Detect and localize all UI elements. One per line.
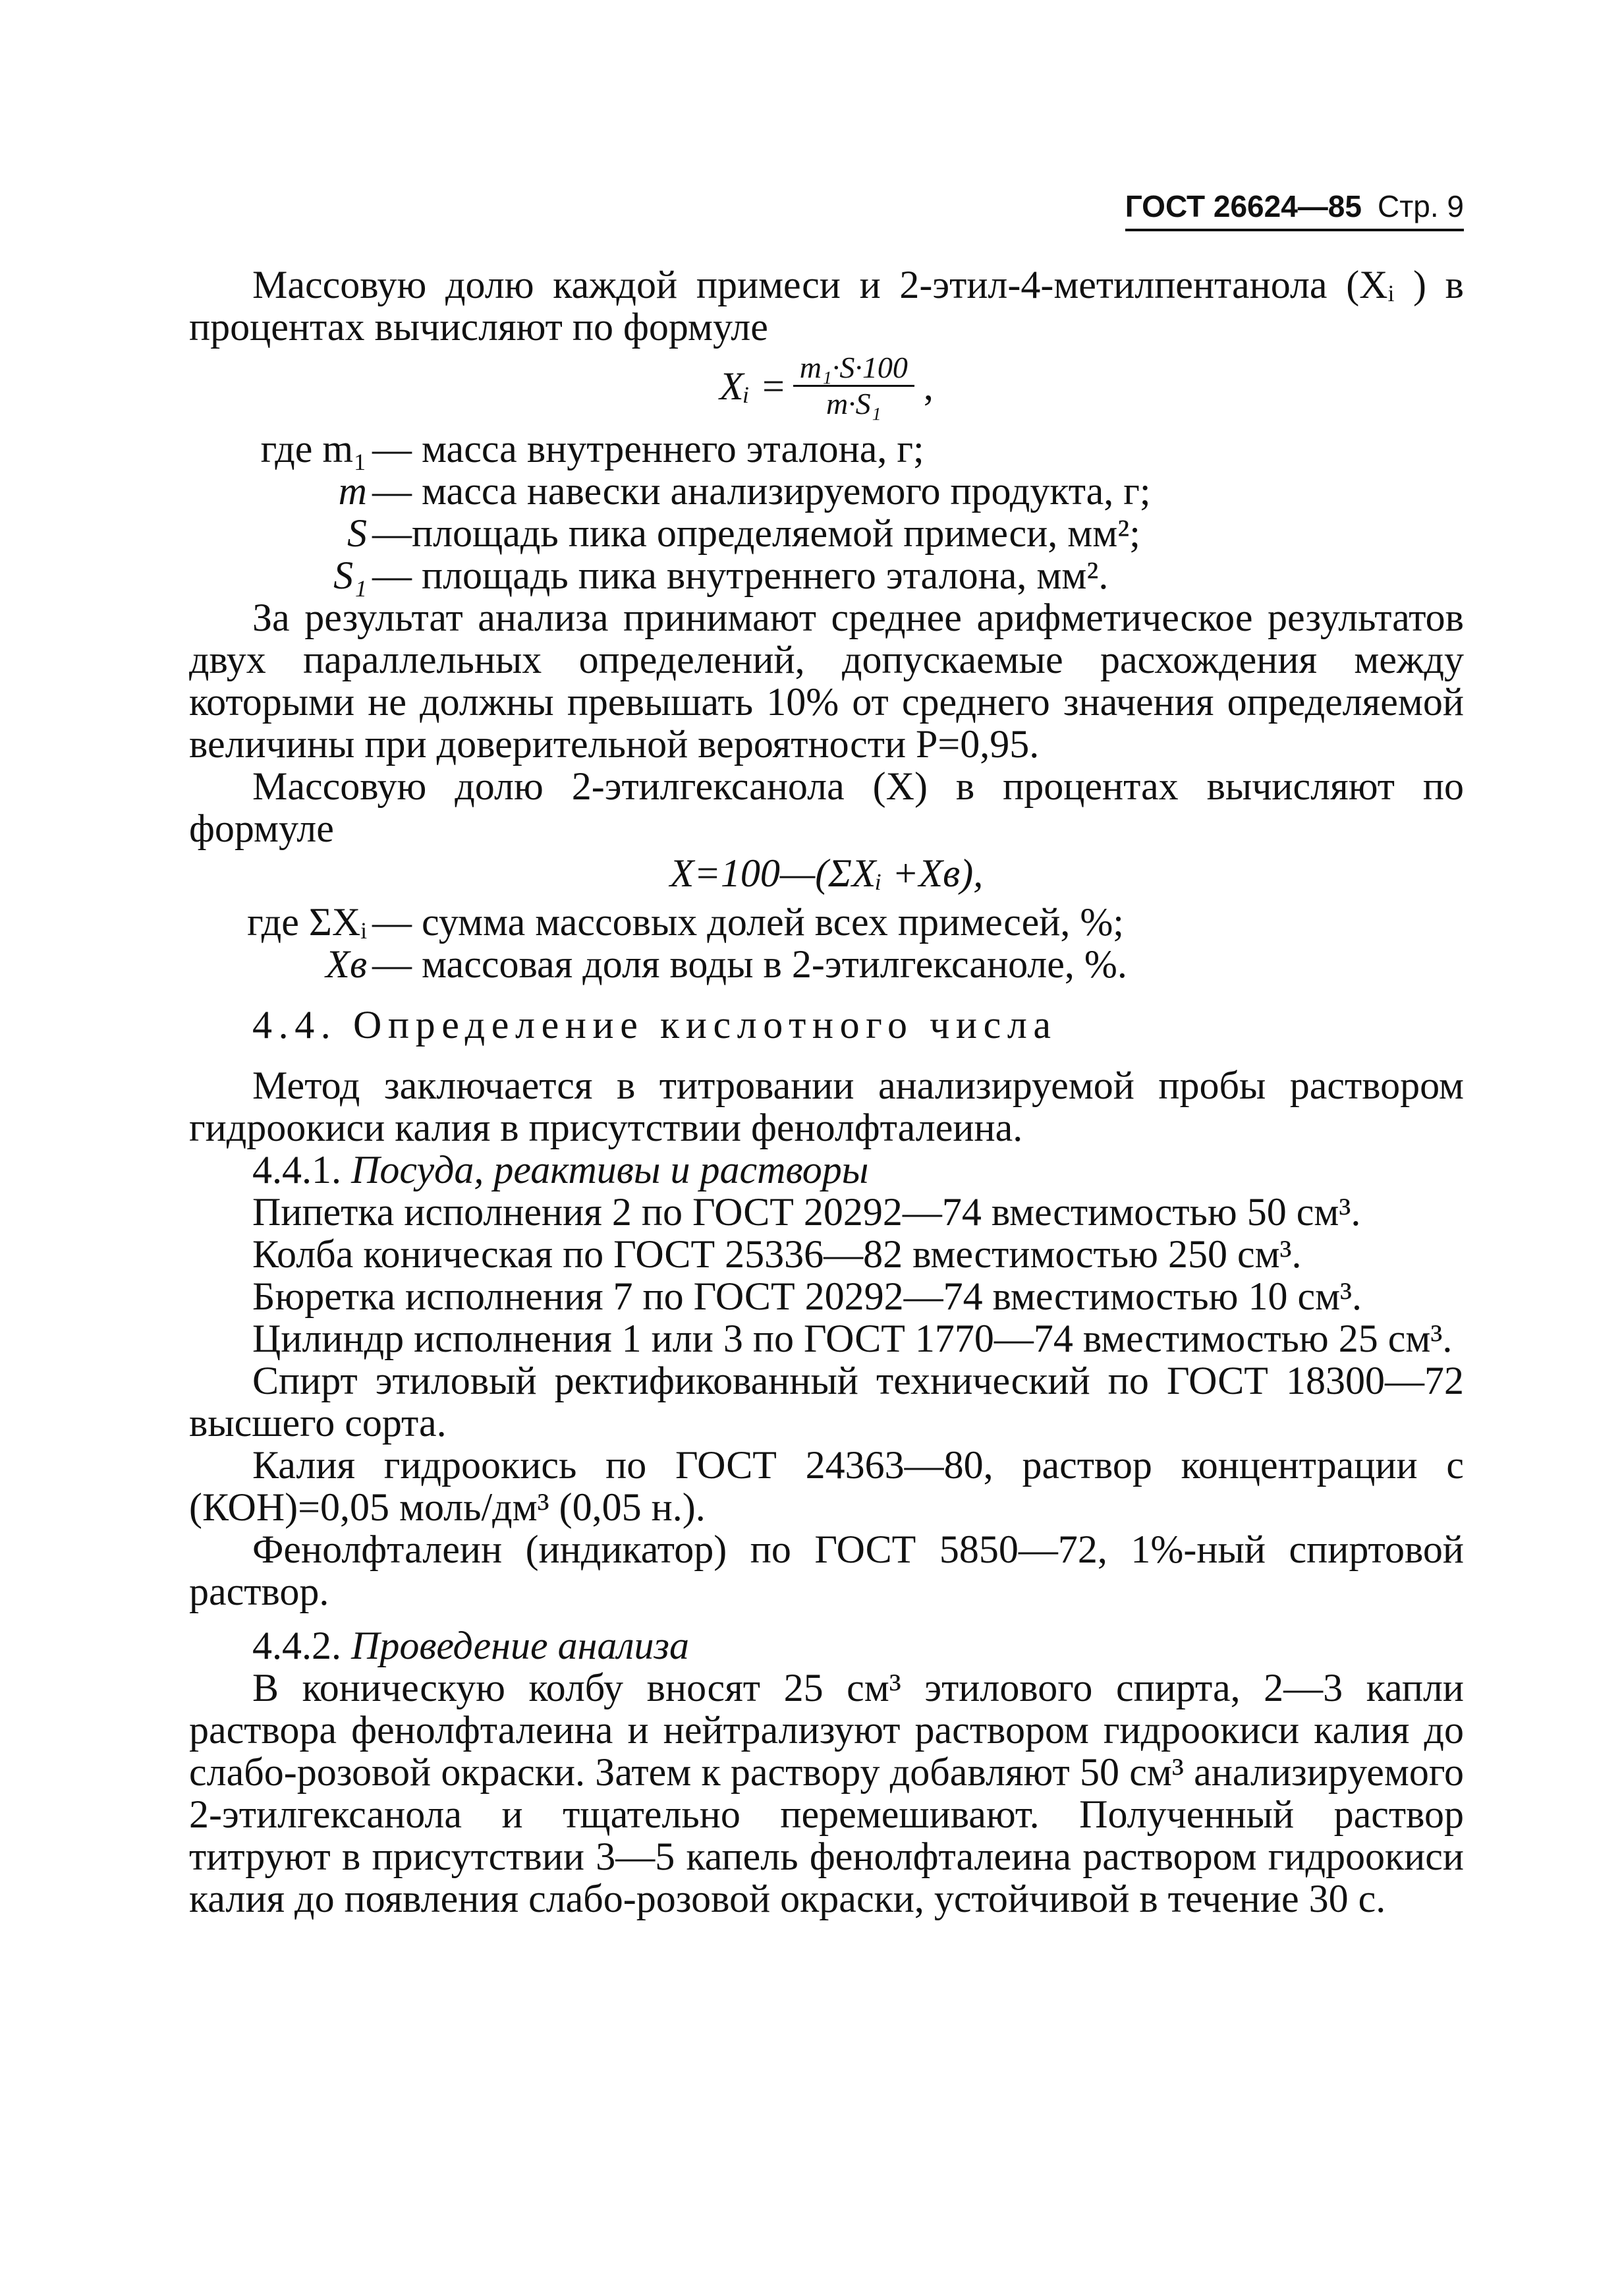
where-symbol: где ΣXᵢ xyxy=(247,900,367,944)
formula-xi-numerator: m₁·S·100 xyxy=(793,351,914,387)
where-list-2 xyxy=(189,901,1464,985)
subsection-number: 4.4.1. xyxy=(252,1148,341,1191)
where-item xyxy=(189,428,1464,470)
where-definition: — массовая доля воды в 2-этилгексаноле, %. xyxy=(372,942,1127,986)
subsection-heading-4-4-1 xyxy=(189,1149,1464,1191)
formula-xi-comma: , xyxy=(923,364,934,408)
reagent-item: Цилиндр исполнения 1 или 3 по ГОСТ 1770—74 вместимостью 25 см³. xyxy=(252,1317,1453,1360)
where-list-1 xyxy=(189,428,1464,596)
subsection-title: Проведение анализа xyxy=(351,1624,689,1667)
paragraph-mass-fraction-impurities: Массовую долю каждой примеси и 2-этил-4-метилпентанола (Xᵢ ) в процентах вычисляют по формуле xyxy=(189,263,1464,349)
where-symbol: m xyxy=(338,469,367,513)
paragraph-result-averaging: За результат анализа принимают среднее арифметическое результатов двух параллельных определений, допускаемые расхождения между которыми не должны превышать 10% от среднего значения определяемой величины при доверительной вероятности P=0,95. xyxy=(189,596,1464,766)
document-number: ГОСТ 26624—85 xyxy=(1125,189,1362,223)
formula-xi-fraction xyxy=(793,351,914,421)
where-definition: — площадь пика внутреннего эталона, мм². xyxy=(372,554,1109,597)
formula-x-expression: X=100—(ΣXᵢ +Xв), xyxy=(669,851,984,895)
where-symbol: S xyxy=(347,511,367,555)
subsection-title: Посуда, реактивы и растворы xyxy=(351,1148,869,1191)
where-definition: — сумма массовых долей всех примесей, %; xyxy=(372,900,1124,944)
subsection-heading-4-4-2 xyxy=(189,1624,1464,1667)
page-content xyxy=(189,264,1464,1920)
section-heading-4-4: 4.4. Определение кислотного числа xyxy=(252,1003,1057,1047)
paragraph-analysis-procedure: В коническую колбу вносят 25 см³ этилового спирта, 2—3 капли раствора фенолфталеина и нейтрализуют раствором гидроокиси калия до слабо-розовой окраски. Затем к раствору добавляют 50 см³ анализируемого 2-этилгексанола и тщательно перемешивают. Полученный раствор титруют в присутствии 3—5 капель фенолфталеина раствором гидроокиси калия до появления слабо-розовой окраски, устойчивой в течение 30 с. xyxy=(189,1666,1464,1920)
reagent-item: Спирт этиловый ректификованный технический по ГОСТ 18300—72 высшего сорта. xyxy=(189,1359,1464,1445)
reagent-item: Колба коническая по ГОСТ 25336—82 вместимостью 250 см³. xyxy=(252,1232,1302,1276)
where-symbol: где m₁ xyxy=(260,427,367,471)
where-symbol: Xв xyxy=(325,942,367,986)
formula-x xyxy=(189,852,1464,894)
subsection-number: 4.4.2. xyxy=(252,1624,341,1667)
running-header xyxy=(1125,188,1464,231)
formula-xi-denominator: m·S₁ xyxy=(825,387,881,420)
page-number: Стр. 9 xyxy=(1377,189,1464,223)
paragraph-mass-fraction-ethylhexanol: Массовую долю 2-этилгексанола (X) в процентах вычисляют по формуле xyxy=(189,764,1464,850)
where-item xyxy=(189,470,1464,512)
reagent-item: Бюретка исполнения 7 по ГОСТ 20292—74 вместимостью 10 см³. xyxy=(252,1275,1362,1318)
where-definition: —площадь пика определяемой примеси, мм²; xyxy=(372,511,1140,555)
where-definition: — масса внутреннего эталона, г; xyxy=(372,427,924,471)
where-item xyxy=(189,554,1464,596)
reagent-item: Калия гидроокись по ГОСТ 24363—80, раствор концентрации c (КОН)=0,05 моль/дм³ (0,05 н.). xyxy=(189,1443,1464,1529)
formula-xi xyxy=(189,351,1464,421)
where-item xyxy=(189,943,1464,985)
where-definition: — масса навески анализируемого продукта, г; xyxy=(372,469,1151,513)
where-item xyxy=(189,512,1464,554)
paragraph-method-description: Метод заключается в титровании анализируемой пробы раствором гидроокиси калия в присутствии фенолфталеина. xyxy=(189,1064,1464,1149)
where-symbol: S₁ xyxy=(333,554,367,597)
reagent-item: Фенолфталеин (индикатор) по ГОСТ 5850—72, 1%-ный спиртовой раствор. xyxy=(189,1528,1464,1613)
reagent-item: Пипетка исполнения 2 по ГОСТ 20292—74 вместимостью 50 см³. xyxy=(252,1190,1361,1234)
where-item xyxy=(189,901,1464,943)
formula-xi-lhs: Xᵢ = xyxy=(719,364,787,408)
